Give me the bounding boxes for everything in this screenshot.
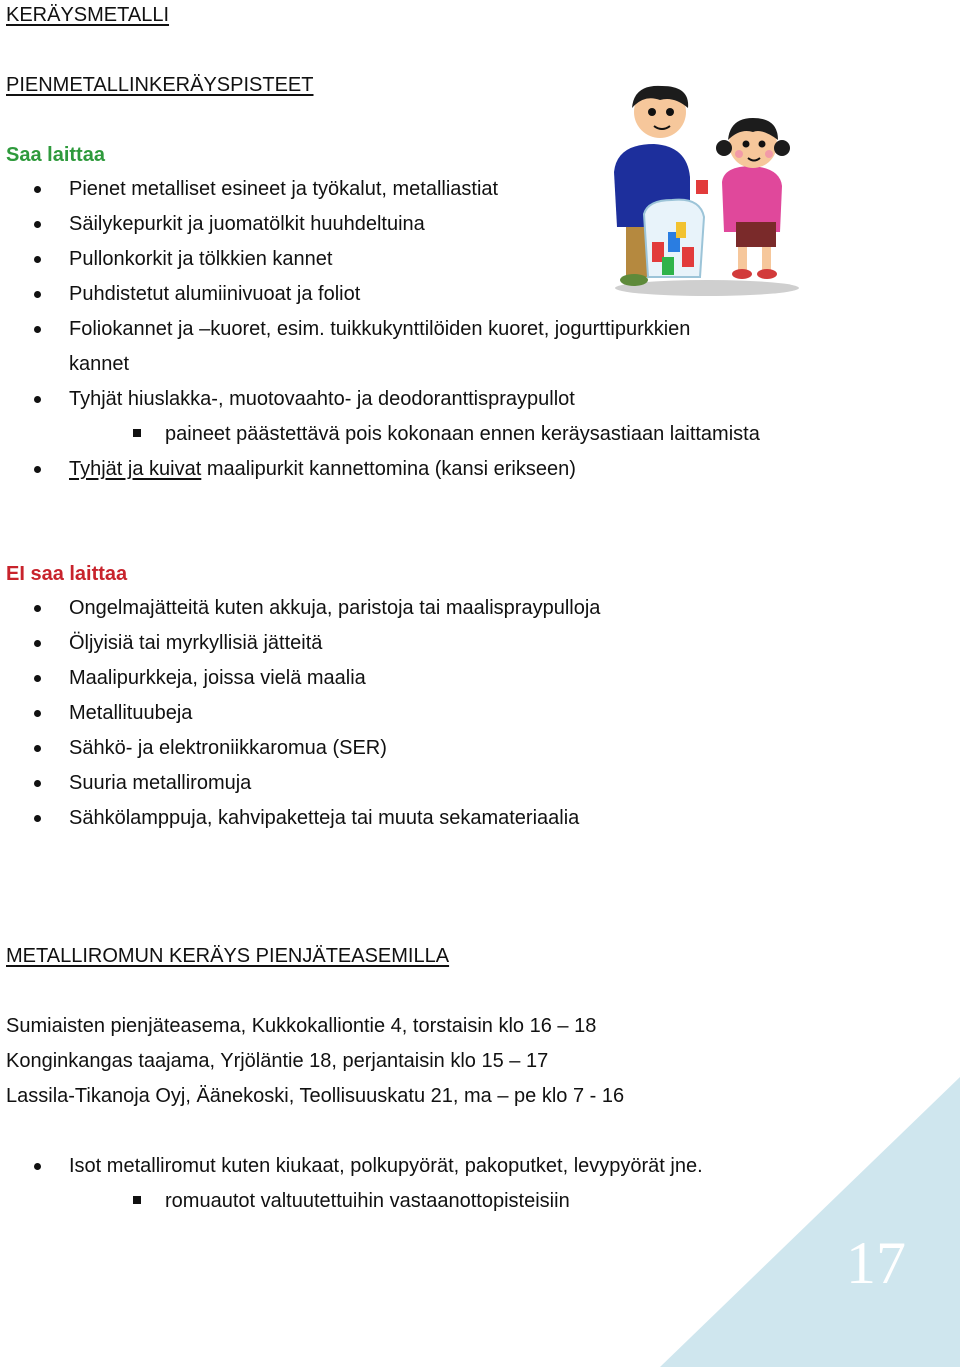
list-item bbox=[69, 456, 576, 482]
bullet-icon bbox=[34, 186, 41, 193]
bullet-icon bbox=[34, 256, 41, 263]
list-item: Suuria metalliromuja bbox=[69, 772, 252, 794]
bullet-icon bbox=[34, 221, 41, 228]
square-bullet-icon bbox=[133, 429, 141, 437]
sub-list-item: paineet päästettävä pois kokonaan ennen keräysastiaan laittamista bbox=[165, 423, 760, 445]
list-item: Pienet metalliset esineet ja työkalut, metalliastiat bbox=[69, 178, 499, 200]
bullet-icon bbox=[34, 466, 41, 473]
allowed-title: Saa laittaa bbox=[6, 144, 105, 166]
bullet-icon bbox=[34, 1163, 41, 1170]
list-item: Öljyisiä tai myrkyllisiä jätteitä bbox=[69, 632, 323, 654]
bullet-icon bbox=[34, 710, 41, 717]
underlined-text: Tyhjät ja kuivat bbox=[69, 458, 202, 480]
bullet-icon bbox=[34, 675, 41, 682]
page-heading: KERÄYSMETALLI bbox=[6, 4, 170, 26]
forbidden-title: EI saa laittaa bbox=[6, 563, 128, 585]
corner-decoration bbox=[660, 1077, 960, 1367]
list-item: Pullonkorkit ja tölkkien kannet bbox=[69, 248, 333, 270]
station-line: Lassila-Tikanoja Oyj, Äänekoski, Teollisuuskatu 21, ma – pe klo 7 - 16 bbox=[6, 1085, 625, 1107]
children-recycling-illustration bbox=[612, 82, 802, 297]
bullet-icon bbox=[34, 396, 41, 403]
station-line: Konginkangas taajama, Yrjöläntie 18, perjantaisin klo 15 – 17 bbox=[6, 1050, 549, 1072]
list-item: Metallituubeja bbox=[69, 702, 193, 724]
list-item: Isot metalliromut kuten kiukaat, polkupyörät, pakoputket, levypyörät jne. bbox=[69, 1155, 703, 1177]
bullet-icon bbox=[34, 780, 41, 787]
list-item: Puhdistetut alumiinivuoat ja foliot bbox=[69, 283, 361, 305]
section-heading-stations: METALLIROMUN KERÄYS PIENJÄTEASEMILLA bbox=[6, 945, 450, 967]
page-number: 17 bbox=[846, 1230, 906, 1296]
bullet-icon bbox=[34, 745, 41, 752]
list-item: Tyhjät hiuslakka-, muotovaahto- ja deodoranttispraypullot bbox=[69, 388, 575, 410]
square-bullet-icon bbox=[133, 1196, 141, 1204]
section-heading-collection-points: PIENMETALLINKERÄYSPISTEET bbox=[6, 74, 314, 96]
list-item: Ongelmajätteitä kuten akkuja, paristoja tai maalispraypulloja bbox=[69, 597, 601, 619]
bullet-icon bbox=[34, 326, 41, 333]
list-item: Sähkö- ja elektroniikkaromua (SER) bbox=[69, 737, 387, 759]
list-item: Säilykepurkit ja juomatölkit huuhdeltuina bbox=[69, 213, 425, 235]
list-item: Maalipurkkeja, joissa vielä maalia bbox=[69, 667, 366, 689]
bullet-icon bbox=[34, 640, 41, 647]
list-item: Foliokannet ja –kuoret, esim. tuikkukynttilöiden kuoret, jogurttipurkkien bbox=[69, 318, 691, 340]
bullet-icon bbox=[34, 815, 41, 822]
list-item-continuation: kannet bbox=[69, 353, 130, 375]
station-line: Sumiaisten pienjäteasema, Kukkokalliontie 4, torstaisin klo 16 – 18 bbox=[6, 1015, 597, 1037]
bullet-icon bbox=[34, 605, 41, 612]
sub-list-item: romuautot valtuutettuihin vastaanottopisteisiin bbox=[165, 1190, 570, 1212]
list-item: Sähkölamppuja, kahvipaketteja tai muuta sekamateriaalia bbox=[69, 807, 580, 829]
list-item-text: maalipurkit kannettomina (kansi erikseen) bbox=[201, 458, 576, 480]
bullet-icon bbox=[34, 291, 41, 298]
